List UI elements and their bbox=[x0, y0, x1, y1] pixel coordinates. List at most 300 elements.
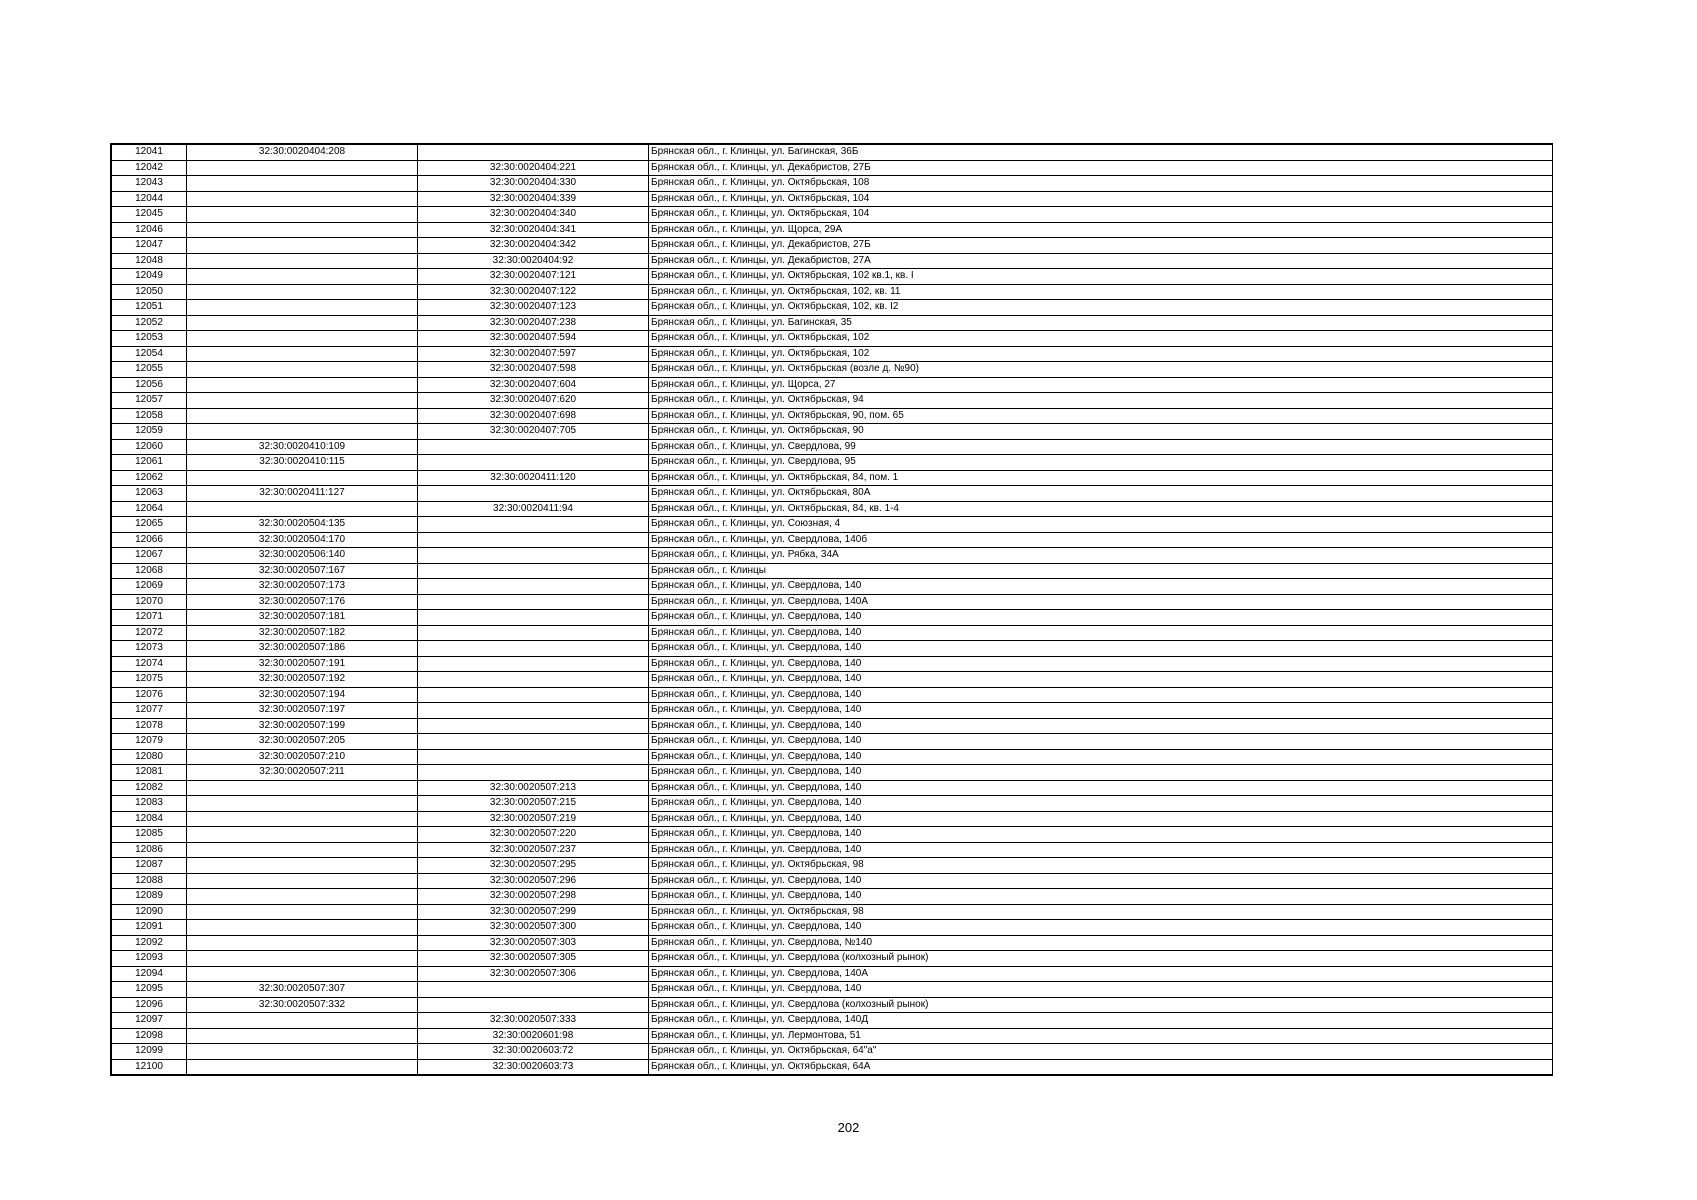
cadastral-number-secondary-cell: 32:30:0020507:219 bbox=[418, 811, 649, 827]
row-number-cell: 12044 bbox=[112, 191, 187, 207]
address-cell: Брянская обл., г. Клинцы, ул. Свердлова, 140 bbox=[649, 749, 1553, 765]
cadastral-number-cell bbox=[187, 315, 418, 331]
address-cell: Брянская обл., г. Клинцы, ул. Свердлова, 140 bbox=[649, 734, 1553, 750]
address-cell: Брянская обл., г. Клинцы, ул. Свердлова, 140 bbox=[649, 982, 1553, 998]
row-number-cell: 12093 bbox=[112, 951, 187, 967]
cadastral-number-cell bbox=[187, 191, 418, 207]
cadastral-number-cell bbox=[187, 284, 418, 300]
cadastral-number-cell: 32:30:0020411:127 bbox=[187, 486, 418, 502]
cadastral-number-secondary-cell: 32:30:0020507:303 bbox=[418, 935, 649, 951]
row-number-cell: 12055 bbox=[112, 362, 187, 378]
cadastral-number-secondary-cell: 32:30:0020507:215 bbox=[418, 796, 649, 812]
cadastral-number-secondary-cell bbox=[418, 997, 649, 1013]
cadastral-number-secondary-cell: 32:30:0020507:296 bbox=[418, 873, 649, 889]
cadastral-number-secondary-cell: 32:30:0020407:594 bbox=[418, 331, 649, 347]
table-row bbox=[112, 997, 1553, 1013]
cadastral-number-cell: 32:30:0020507:194 bbox=[187, 687, 418, 703]
table-row bbox=[112, 408, 1553, 424]
cadastral-number-secondary-cell bbox=[418, 687, 649, 703]
cadastral-number-secondary-cell: 32:30:0020407:620 bbox=[418, 393, 649, 409]
cadastral-number-secondary-cell: 32:30:0020507:300 bbox=[418, 920, 649, 936]
table-row bbox=[112, 641, 1553, 657]
table-row bbox=[112, 672, 1553, 688]
cadastral-number-cell bbox=[187, 331, 418, 347]
address-cell: Брянская обл., г. Клинцы, ул. Свердлова, 140 bbox=[649, 796, 1553, 812]
address-cell: Брянская обл., г. Клинцы, ул. Свердлова, 140А bbox=[649, 594, 1553, 610]
cadastral-number-cell bbox=[187, 796, 418, 812]
cadastral-number-cell: 32:30:0020404:208 bbox=[187, 145, 418, 161]
address-cell: Брянская обл., г. Клинцы, ул. Багинская, 35 bbox=[649, 315, 1553, 331]
table-row bbox=[112, 734, 1553, 750]
address-cell: Брянская обл., г. Клинцы, ул. Свердлова, 140 bbox=[649, 842, 1553, 858]
cadastral-number-secondary-cell bbox=[418, 610, 649, 626]
cadastral-number-secondary-cell bbox=[418, 625, 649, 641]
table-row bbox=[112, 346, 1553, 362]
cadastral-number-secondary-cell bbox=[418, 439, 649, 455]
cadastral-number-secondary-cell bbox=[418, 563, 649, 579]
row-number-cell: 12063 bbox=[112, 486, 187, 502]
table-row bbox=[112, 765, 1553, 781]
cadastral-number-secondary-cell: 32:30:0020507:333 bbox=[418, 1013, 649, 1029]
cadastral-number-secondary-cell bbox=[418, 455, 649, 471]
cadastral-number-secondary-cell: 32:30:0020407:238 bbox=[418, 315, 649, 331]
address-cell: Брянская обл., г. Клинцы, ул. Союзная, 4 bbox=[649, 517, 1553, 533]
address-cell: Брянская обл., г. Клинцы, ул. Октябрьская, 102 bbox=[649, 346, 1553, 362]
cadastral-number-secondary-cell: 32:30:0020507:299 bbox=[418, 904, 649, 920]
cadastral-number-cell: 32:30:0020410:109 bbox=[187, 439, 418, 455]
row-number-cell: 12078 bbox=[112, 718, 187, 734]
address-cell: Брянская обл., г. Клинцы, ул. Октябрьская, 64А bbox=[649, 1059, 1553, 1075]
cadastral-number-cell bbox=[187, 1028, 418, 1044]
cadastral-number-secondary-cell: 32:30:0020411:94 bbox=[418, 501, 649, 517]
table-row bbox=[112, 827, 1553, 843]
cadastral-number-secondary-cell bbox=[418, 656, 649, 672]
cadastral-number-secondary-cell: 32:30:0020601:98 bbox=[418, 1028, 649, 1044]
cadastral-number-secondary-cell: 32:30:0020407:597 bbox=[418, 346, 649, 362]
row-number-cell: 12072 bbox=[112, 625, 187, 641]
address-cell: Брянская обл., г. Клинцы, ул. Свердлова (колхозный рынок) bbox=[649, 951, 1553, 967]
row-number-cell: 12071 bbox=[112, 610, 187, 626]
cadastral-number-cell bbox=[187, 904, 418, 920]
address-cell: Брянская обл., г. Клинцы, ул. Октябрьская, 104 bbox=[649, 191, 1553, 207]
cadastral-number-cell: 32:30:0020507:307 bbox=[187, 982, 418, 998]
address-cell: Брянская обл., г. Клинцы, ул. Свердлова, 140 bbox=[649, 827, 1553, 843]
page-number: 202 bbox=[837, 1120, 860, 1135]
address-cell: Брянская обл., г. Клинцы, ул. Октябрьская, 84, пом. 1 bbox=[649, 470, 1553, 486]
row-number-cell: 12094 bbox=[112, 966, 187, 982]
address-cell: Брянская обл., г. Клинцы, ул. Свердлова, 140 bbox=[649, 641, 1553, 657]
row-number-cell: 12082 bbox=[112, 780, 187, 796]
cadastral-number-cell: 32:30:0020507:192 bbox=[187, 672, 418, 688]
cadastral-number-cell: 32:30:0020507:332 bbox=[187, 997, 418, 1013]
table-row bbox=[112, 563, 1553, 579]
row-number-cell: 12089 bbox=[112, 889, 187, 905]
table-row bbox=[112, 625, 1553, 641]
cadastral-number-secondary-cell bbox=[418, 145, 649, 161]
table-row bbox=[112, 904, 1553, 920]
cadastral-number-cell: 32:30:0020507:186 bbox=[187, 641, 418, 657]
registry-table-container bbox=[110, 143, 1553, 1076]
row-number-cell: 12059 bbox=[112, 424, 187, 440]
row-number-cell: 12060 bbox=[112, 439, 187, 455]
table-row bbox=[112, 811, 1553, 827]
address-cell: Брянская обл., г. Клинцы, ул. Свердлова, 140 bbox=[649, 889, 1553, 905]
table-row bbox=[112, 1028, 1553, 1044]
cadastral-number-cell bbox=[187, 238, 418, 254]
cadastral-number-secondary-cell: 32:30:0020507:237 bbox=[418, 842, 649, 858]
address-cell: Брянская обл., г. Клинцы, ул. Октябрьская, 94 bbox=[649, 393, 1553, 409]
cadastral-number-cell bbox=[187, 858, 418, 874]
cadastral-number-cell: 32:30:0020507:191 bbox=[187, 656, 418, 672]
cadastral-number-cell bbox=[187, 889, 418, 905]
cadastral-number-cell: 32:30:0020507:173 bbox=[187, 579, 418, 595]
table-row bbox=[112, 796, 1553, 812]
cadastral-number-secondary-cell: 32:30:0020603:73 bbox=[418, 1059, 649, 1075]
cadastral-number-secondary-cell: 32:30:0020603:72 bbox=[418, 1044, 649, 1060]
cadastral-number-cell bbox=[187, 362, 418, 378]
table-row bbox=[112, 393, 1553, 409]
table-row bbox=[112, 300, 1553, 316]
table-row bbox=[112, 687, 1553, 703]
cadastral-number-secondary-cell bbox=[418, 749, 649, 765]
cadastral-number-cell bbox=[187, 160, 418, 176]
address-cell: Брянская обл., г. Клинцы, ул. Свердлова, 140 bbox=[649, 610, 1553, 626]
cadastral-number-cell bbox=[187, 780, 418, 796]
row-number-cell: 12092 bbox=[112, 935, 187, 951]
row-number-cell: 12099 bbox=[112, 1044, 187, 1060]
cadastral-number-secondary-cell: 32:30:0020404:342 bbox=[418, 238, 649, 254]
table-row bbox=[112, 1013, 1553, 1029]
address-cell: Брянская обл., г. Клинцы, ул. Октябрьская, 90, пом. 65 bbox=[649, 408, 1553, 424]
cadastral-number-cell bbox=[187, 300, 418, 316]
cadastral-number-cell bbox=[187, 253, 418, 269]
address-cell: Брянская обл., г. Клинцы, ул. Свердлова, 140 bbox=[649, 687, 1553, 703]
cadastral-number-cell bbox=[187, 269, 418, 285]
table-row bbox=[112, 253, 1553, 269]
row-number-cell: 12051 bbox=[112, 300, 187, 316]
address-cell: Брянская обл., г. Клинцы, ул. Октябрьская, 102 bbox=[649, 331, 1553, 347]
address-cell: Брянская обл., г. Клинцы, ул. Свердлова, 140 bbox=[649, 718, 1553, 734]
row-number-cell: 12041 bbox=[112, 145, 187, 161]
table-row bbox=[112, 951, 1553, 967]
cadastral-number-secondary-cell bbox=[418, 579, 649, 595]
address-cell: Брянская обл., г. Клинцы, ул. Октябрьская, 84, кв. 1-4 bbox=[649, 501, 1553, 517]
address-cell: Брянская обл., г. Клинцы, ул. Декабристов, 27Б bbox=[649, 238, 1553, 254]
cadastral-number-secondary-cell: 32:30:0020507:305 bbox=[418, 951, 649, 967]
address-cell: Брянская обл., г. Клинцы, ул. Свердлова, 140 bbox=[649, 703, 1553, 719]
row-number-cell: 12087 bbox=[112, 858, 187, 874]
cadastral-number-cell bbox=[187, 377, 418, 393]
cadastral-number-secondary-cell bbox=[418, 672, 649, 688]
table-row bbox=[112, 207, 1553, 223]
address-cell: Брянская обл., г. Клинцы, ул. Багинская, 36Б bbox=[649, 145, 1553, 161]
cadastral-number-cell: 32:30:0020504:170 bbox=[187, 532, 418, 548]
address-cell: Брянская обл., г. Клинцы, ул. Свердлова, 140 bbox=[649, 780, 1553, 796]
table-row bbox=[112, 486, 1553, 502]
cadastral-number-secondary-cell: 32:30:0020507:213 bbox=[418, 780, 649, 796]
table-row bbox=[112, 982, 1553, 998]
row-number-cell: 12077 bbox=[112, 703, 187, 719]
table-row bbox=[112, 842, 1553, 858]
row-number-cell: 12048 bbox=[112, 253, 187, 269]
row-number-cell: 12052 bbox=[112, 315, 187, 331]
row-number-cell: 12046 bbox=[112, 222, 187, 238]
table-row bbox=[112, 703, 1553, 719]
cadastral-number-cell bbox=[187, 470, 418, 486]
cadastral-number-cell bbox=[187, 408, 418, 424]
cadastral-number-cell bbox=[187, 1013, 418, 1029]
registry-table bbox=[111, 144, 1553, 1075]
address-cell: Брянская обл., г. Клинцы, ул. Свердлова, 140А bbox=[649, 966, 1553, 982]
address-cell: Брянская обл., г. Клинцы, ул. Рябка, 34А bbox=[649, 548, 1553, 564]
cadastral-number-secondary-cell: 32:30:0020404:92 bbox=[418, 253, 649, 269]
row-number-cell: 12095 bbox=[112, 982, 187, 998]
cadastral-number-cell bbox=[187, 842, 418, 858]
cadastral-number-secondary-cell: 32:30:0020407:705 bbox=[418, 424, 649, 440]
table-row bbox=[112, 718, 1553, 734]
cadastral-number-secondary-cell bbox=[418, 486, 649, 502]
table-row bbox=[112, 656, 1553, 672]
row-number-cell: 12081 bbox=[112, 765, 187, 781]
address-cell: Брянская обл., г. Клинцы, ул. Свердлова, 99 bbox=[649, 439, 1553, 455]
cadastral-number-secondary-cell: 32:30:0020407:121 bbox=[418, 269, 649, 285]
table-row bbox=[112, 1044, 1553, 1060]
row-number-cell: 12084 bbox=[112, 811, 187, 827]
cadastral-number-secondary-cell: 32:30:0020404:339 bbox=[418, 191, 649, 207]
row-number-cell: 12049 bbox=[112, 269, 187, 285]
address-cell: Брянская обл., г. Клинцы, ул. Декабристов, 27А bbox=[649, 253, 1553, 269]
address-cell: Брянская обл., г. Клинцы, ул. Октябрьская, 102, кв. 11 bbox=[649, 284, 1553, 300]
address-cell: Брянская обл., г. Клинцы, ул. Свердлова, 140 bbox=[649, 672, 1553, 688]
address-cell: Брянская обл., г. Клинцы, ул. Октябрьская, 104 bbox=[649, 207, 1553, 223]
cadastral-number-cell bbox=[187, 966, 418, 982]
cadastral-number-cell bbox=[187, 811, 418, 827]
row-number-cell: 12070 bbox=[112, 594, 187, 610]
address-cell: Брянская обл., г. Клинцы, ул. Свердлова, 140Д bbox=[649, 1013, 1553, 1029]
row-number-cell: 12098 bbox=[112, 1028, 187, 1044]
row-number-cell: 12079 bbox=[112, 734, 187, 750]
table-row bbox=[112, 858, 1553, 874]
address-cell: Брянская обл., г. Клинцы, ул. Октябрьская (возле д. №90) bbox=[649, 362, 1553, 378]
address-cell: Брянская обл., г. Клинцы, ул. Щорса, 27 bbox=[649, 377, 1553, 393]
address-cell: Брянская обл., г. Клинцы, ул. Свердлова, 140 bbox=[649, 765, 1553, 781]
row-number-cell: 12061 bbox=[112, 455, 187, 471]
cadastral-number-secondary-cell: 32:30:0020404:221 bbox=[418, 160, 649, 176]
row-number-cell: 12053 bbox=[112, 331, 187, 347]
cadastral-number-cell: 32:30:0020507:167 bbox=[187, 563, 418, 579]
row-number-cell: 12073 bbox=[112, 641, 187, 657]
table-row bbox=[112, 780, 1553, 796]
cadastral-number-secondary-cell bbox=[418, 734, 649, 750]
row-number-cell: 12042 bbox=[112, 160, 187, 176]
cadastral-number-cell bbox=[187, 935, 418, 951]
table-row bbox=[112, 594, 1553, 610]
cadastral-number-cell bbox=[187, 1059, 418, 1075]
row-number-cell: 12091 bbox=[112, 920, 187, 936]
row-number-cell: 12050 bbox=[112, 284, 187, 300]
cadastral-number-cell: 32:30:0020410:115 bbox=[187, 455, 418, 471]
cadastral-number-secondary-cell bbox=[418, 532, 649, 548]
table-row bbox=[112, 935, 1553, 951]
cadastral-number-cell bbox=[187, 222, 418, 238]
cadastral-number-secondary-cell bbox=[418, 548, 649, 564]
address-cell: Брянская обл., г. Клинцы, ул. Свердлова, 140 bbox=[649, 625, 1553, 641]
cadastral-number-cell: 32:30:0020507:181 bbox=[187, 610, 418, 626]
row-number-cell: 12086 bbox=[112, 842, 187, 858]
table-row bbox=[112, 315, 1553, 331]
cadastral-number-cell bbox=[187, 424, 418, 440]
cadastral-number-secondary-cell bbox=[418, 517, 649, 533]
table-row bbox=[112, 517, 1553, 533]
cadastral-number-cell bbox=[187, 1044, 418, 1060]
cadastral-number-secondary-cell bbox=[418, 718, 649, 734]
table-row bbox=[112, 455, 1553, 471]
cadastral-number-secondary-cell: 32:30:0020407:123 bbox=[418, 300, 649, 316]
cadastral-number-secondary-cell: 32:30:0020507:220 bbox=[418, 827, 649, 843]
address-cell: Брянская обл., г. Клинцы, ул. Свердлова, 140 bbox=[649, 811, 1553, 827]
row-number-cell: 12062 bbox=[112, 470, 187, 486]
row-number-cell: 12100 bbox=[112, 1059, 187, 1075]
address-cell: Брянская обл., г. Клинцы, ул. Октябрьская, 98 bbox=[649, 904, 1553, 920]
cadastral-number-cell bbox=[187, 176, 418, 192]
cadastral-number-secondary-cell: 32:30:0020404:330 bbox=[418, 176, 649, 192]
cadastral-number-cell bbox=[187, 207, 418, 223]
row-number-cell: 12058 bbox=[112, 408, 187, 424]
address-cell: Брянская обл., г. Клинцы, ул. Свердлова, №140 bbox=[649, 935, 1553, 951]
row-number-cell: 12069 bbox=[112, 579, 187, 595]
row-number-cell: 12045 bbox=[112, 207, 187, 223]
table-row bbox=[112, 610, 1553, 626]
table-row bbox=[112, 920, 1553, 936]
table-row bbox=[112, 424, 1553, 440]
row-number-cell: 12068 bbox=[112, 563, 187, 579]
table-row bbox=[112, 966, 1553, 982]
row-number-cell: 12090 bbox=[112, 904, 187, 920]
cadastral-number-secondary-cell: 32:30:0020407:122 bbox=[418, 284, 649, 300]
table-row bbox=[112, 873, 1553, 889]
cadastral-number-secondary-cell: 32:30:0020507:295 bbox=[418, 858, 649, 874]
table-row bbox=[112, 160, 1553, 176]
table-row bbox=[112, 331, 1553, 347]
row-number-cell: 12076 bbox=[112, 687, 187, 703]
cadastral-number-secondary-cell: 32:30:0020507:298 bbox=[418, 889, 649, 905]
address-cell: Брянская обл., г. Клинцы, ул. Октябрьская, 80А bbox=[649, 486, 1553, 502]
table-row bbox=[112, 238, 1553, 254]
table-row bbox=[112, 269, 1553, 285]
address-cell: Брянская обл., г. Клинцы, ул. Свердлова (колхозный рынок) bbox=[649, 997, 1553, 1013]
row-number-cell: 12043 bbox=[112, 176, 187, 192]
cadastral-number-cell bbox=[187, 873, 418, 889]
address-cell: Брянская обл., г. Клинцы, ул. Октябрьская, 102, кв. I2 bbox=[649, 300, 1553, 316]
table-row bbox=[112, 532, 1553, 548]
address-cell: Брянская обл., г. Клинцы, ул. Свердлова, 140 bbox=[649, 920, 1553, 936]
row-number-cell: 12056 bbox=[112, 377, 187, 393]
row-number-cell: 12047 bbox=[112, 238, 187, 254]
row-number-cell: 12080 bbox=[112, 749, 187, 765]
row-number-cell: 12096 bbox=[112, 997, 187, 1013]
cadastral-number-cell bbox=[187, 827, 418, 843]
row-number-cell: 12088 bbox=[112, 873, 187, 889]
cadastral-number-secondary-cell: 32:30:0020407:698 bbox=[418, 408, 649, 424]
cadastral-number-cell: 32:30:0020507:197 bbox=[187, 703, 418, 719]
cadastral-number-secondary-cell bbox=[418, 982, 649, 998]
table-row bbox=[112, 284, 1553, 300]
table-row bbox=[112, 439, 1553, 455]
cadastral-number-secondary-cell bbox=[418, 703, 649, 719]
cadastral-number-cell: 32:30:0020507:210 bbox=[187, 749, 418, 765]
cadastral-number-cell: 32:30:0020507:199 bbox=[187, 718, 418, 734]
cadastral-number-cell bbox=[187, 393, 418, 409]
address-cell: Брянская обл., г. Клинцы, ул. Октябрьская, 108 bbox=[649, 176, 1553, 192]
table-row bbox=[112, 145, 1553, 161]
cadastral-number-cell: 32:30:0020507:205 bbox=[187, 734, 418, 750]
row-number-cell: 12057 bbox=[112, 393, 187, 409]
address-cell: Брянская обл., г. Клинцы bbox=[649, 563, 1553, 579]
cadastral-number-secondary-cell: 32:30:0020411:120 bbox=[418, 470, 649, 486]
cadastral-number-cell bbox=[187, 346, 418, 362]
row-number-cell: 12074 bbox=[112, 656, 187, 672]
table-row bbox=[112, 501, 1553, 517]
address-cell: Брянская обл., г. Клинцы, ул. Свердлова, 140 bbox=[649, 579, 1553, 595]
address-cell: Брянская обл., г. Клинцы, ул. Октябрьская, 98 bbox=[649, 858, 1553, 874]
table-row bbox=[112, 1059, 1553, 1075]
row-number-cell: 12065 bbox=[112, 517, 187, 533]
registry-table-body bbox=[112, 145, 1553, 1075]
address-cell: Брянская обл., г. Клинцы, ул. Свердлова, 140б bbox=[649, 532, 1553, 548]
row-number-cell: 12075 bbox=[112, 672, 187, 688]
address-cell: Брянская обл., г. Клинцы, ул. Лермонтова, 51 bbox=[649, 1028, 1553, 1044]
address-cell: Брянская обл., г. Клинцы, ул. Щорса, 29А bbox=[649, 222, 1553, 238]
table-row bbox=[112, 889, 1553, 905]
cadastral-number-secondary-cell: 32:30:0020404:341 bbox=[418, 222, 649, 238]
table-row bbox=[112, 222, 1553, 238]
row-number-cell: 12097 bbox=[112, 1013, 187, 1029]
address-cell: Брянская обл., г. Клинцы, ул. Декабристов, 27Б bbox=[649, 160, 1553, 176]
cadastral-number-secondary-cell: 32:30:0020407:604 bbox=[418, 377, 649, 393]
table-row bbox=[112, 362, 1553, 378]
cadastral-number-secondary-cell: 32:30:0020507:306 bbox=[418, 966, 649, 982]
row-number-cell: 12054 bbox=[112, 346, 187, 362]
cadastral-number-cell: 32:30:0020507:211 bbox=[187, 765, 418, 781]
cadastral-number-cell bbox=[187, 501, 418, 517]
table-row bbox=[112, 176, 1553, 192]
cadastral-number-secondary-cell bbox=[418, 641, 649, 657]
address-cell: Брянская обл., г. Клинцы, ул. Свердлова, 95 bbox=[649, 455, 1553, 471]
address-cell: Брянская обл., г. Клинцы, ул. Октябрьская, 102 кв.1, кв. I bbox=[649, 269, 1553, 285]
row-number-cell: 12067 bbox=[112, 548, 187, 564]
address-cell: Брянская обл., г. Клинцы, ул. Октябрьская, 64"а" bbox=[649, 1044, 1553, 1060]
table-row bbox=[112, 377, 1553, 393]
cadastral-number-cell: 32:30:0020507:176 bbox=[187, 594, 418, 610]
cadastral-number-secondary-cell: 32:30:0020404:340 bbox=[418, 207, 649, 223]
table-row bbox=[112, 548, 1553, 564]
table-row bbox=[112, 749, 1553, 765]
cadastral-number-cell: 32:30:0020504:135 bbox=[187, 517, 418, 533]
cadastral-number-cell bbox=[187, 920, 418, 936]
row-number-cell: 12066 bbox=[112, 532, 187, 548]
table-row bbox=[112, 191, 1553, 207]
row-number-cell: 12064 bbox=[112, 501, 187, 517]
address-cell: Брянская обл., г. Клинцы, ул. Октябрьская, 90 bbox=[649, 424, 1553, 440]
cadastral-number-cell: 32:30:0020506:140 bbox=[187, 548, 418, 564]
address-cell: Брянская обл., г. Клинцы, ул. Свердлова, 140 bbox=[649, 873, 1553, 889]
cadastral-number-cell bbox=[187, 951, 418, 967]
table-row bbox=[112, 579, 1553, 595]
cadastral-number-secondary-cell bbox=[418, 765, 649, 781]
cadastral-number-cell: 32:30:0020507:182 bbox=[187, 625, 418, 641]
row-number-cell: 12083 bbox=[112, 796, 187, 812]
cadastral-number-secondary-cell: 32:30:0020407:598 bbox=[418, 362, 649, 378]
